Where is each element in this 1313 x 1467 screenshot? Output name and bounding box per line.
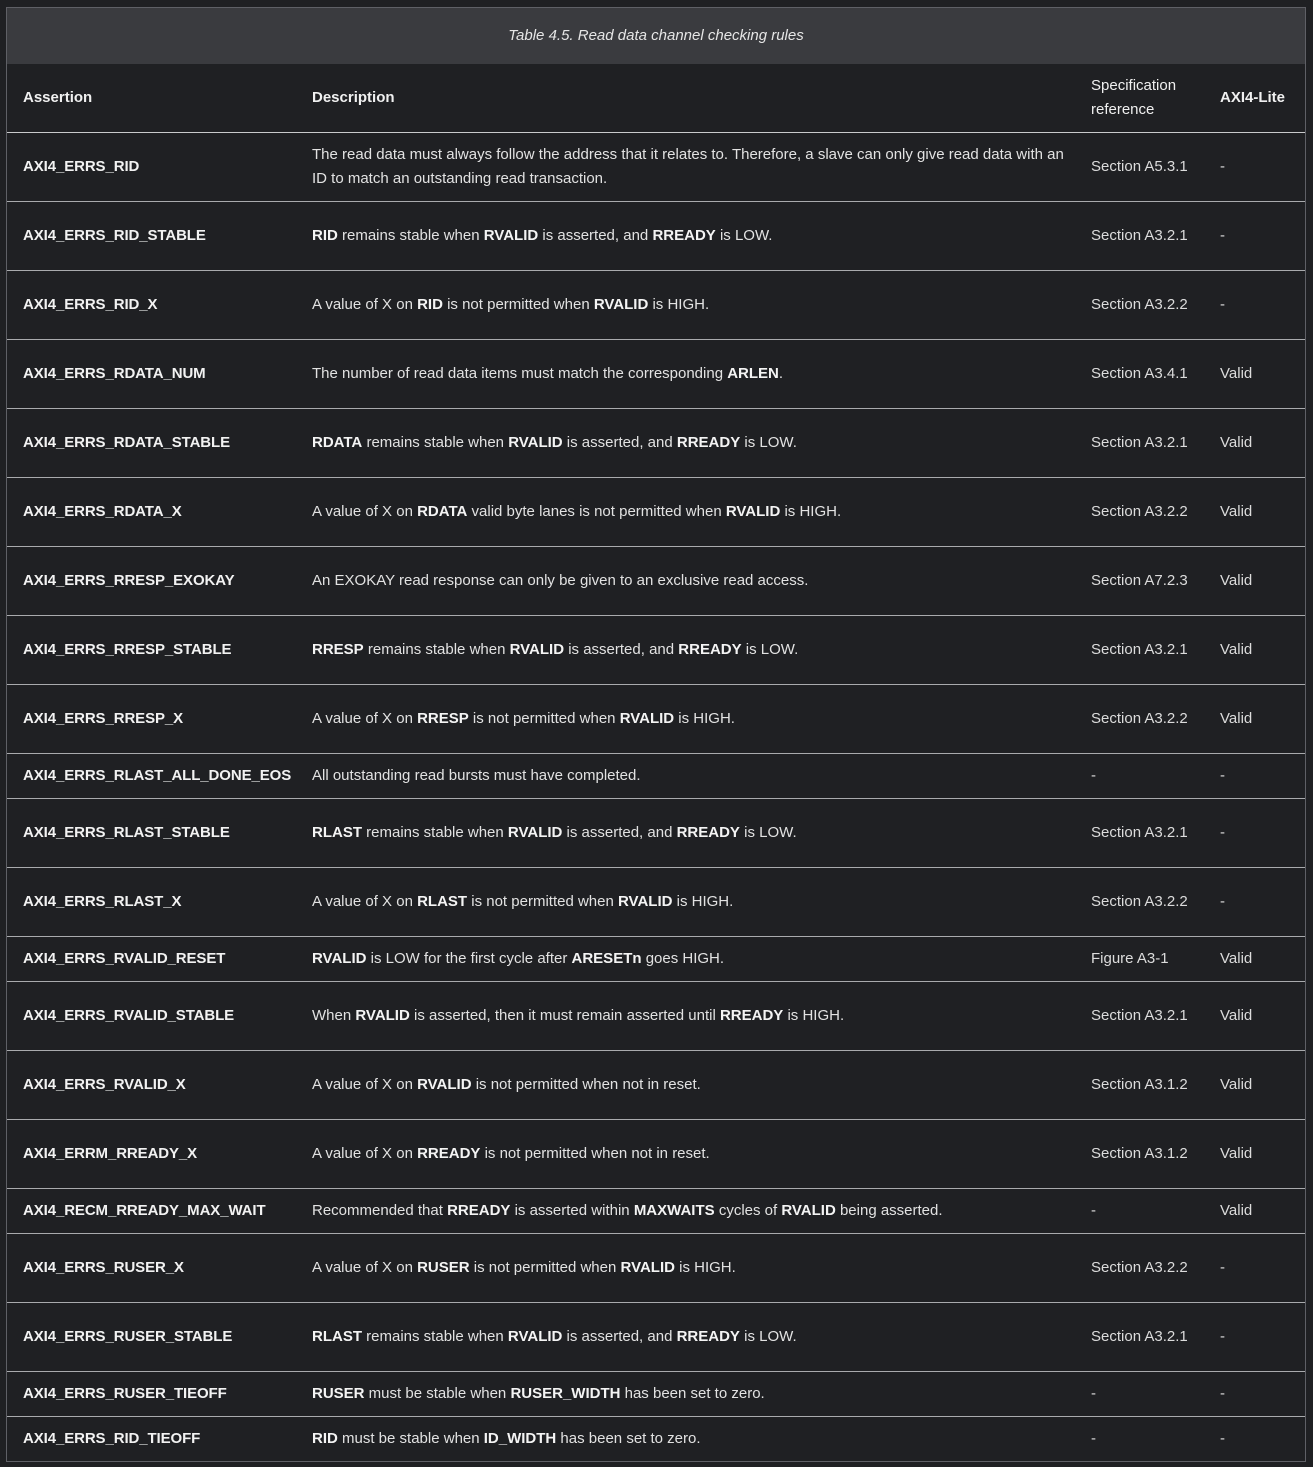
description-cell [296,685,1085,754]
spec-reference-cell: Section A3.2.1 [1085,799,1214,868]
signal-name: RDATA [312,434,363,451]
description-text: A value of X on [312,1259,418,1276]
description-text: remains stable when [362,1328,508,1345]
description-text: is not permitted when [442,296,594,313]
description-text: must be stable when [337,1430,484,1447]
signal-name: RREADY [676,824,740,841]
description-text: remains stable when [337,227,484,244]
description-text: is not permitted when [468,710,620,727]
description-cell [296,1189,1085,1234]
description-text: is not permitted when not in reset. [480,1145,710,1162]
table-row [7,1417,1305,1462]
signal-name: ARLEN [727,365,779,382]
description-text: . [778,365,784,382]
signal-name: RRESP [312,641,364,658]
description-text: is asserted, then it must remain asserted until [409,1007,720,1024]
table-row [7,202,1305,271]
signal-name: ARESETn [571,950,642,967]
signal-name: ID_WIDTH [483,1430,557,1447]
signal-name: RVALID [618,893,673,910]
description-text: being asserted. [835,1202,943,1219]
spec-reference-cell: Section A3.2.1 [1085,982,1214,1051]
table-row [7,1303,1305,1372]
signal-name: RVALID [312,950,367,967]
description-text: is not permitted when [469,1259,621,1276]
description-text: remains stable when [362,434,509,451]
assertion-cell: AXI4_ERRS_RID_X [7,271,296,340]
signal-name: RDATA [417,503,468,520]
description-cell [296,478,1085,547]
assertion-cell: AXI4_ERRS_RLAST_X [7,868,296,937]
spec-reference-cell: - [1085,1372,1214,1417]
spec-reference-cell: Section A3.1.2 [1085,1120,1214,1189]
assertion-cell: AXI4_ERRS_RRESP_X [7,685,296,754]
description-text: is LOW. [741,641,799,658]
axi4-lite-cell: Valid [1214,982,1305,1051]
assertion-cell: AXI4_ERRS_RUSER_TIEOFF [7,1372,296,1417]
axi4-lite-cell: Valid [1214,937,1305,982]
signal-name: RUSER_WIDTH [510,1385,621,1402]
assertion-cell: AXI4_ERRS_RDATA_X [7,478,296,547]
table-row [7,616,1305,685]
axi4-lite-cell: - [1214,202,1305,271]
table-row [7,1372,1305,1417]
description-cell [296,868,1085,937]
assertion-cell: AXI4_ERRS_RID [7,133,296,202]
axi4-lite-cell: Valid [1214,478,1305,547]
signal-name: RRESP [417,710,469,727]
description-text: is LOW. [715,227,773,244]
table-row [7,982,1305,1051]
description-text: A value of X on [312,503,418,520]
axi4-lite-cell: Valid [1214,1120,1305,1189]
description-text: is HIGH. [783,1007,845,1024]
signal-name: RREADY [719,1007,784,1024]
table-row [7,409,1305,478]
table-row [7,685,1305,754]
description-text: remains stable when [362,824,508,841]
description-text: is LOW. [739,824,797,841]
description-cell [296,202,1085,271]
table-row [7,340,1305,409]
table-row [7,799,1305,868]
signal-name: RID [312,227,338,244]
spec-reference-cell: Section A3.2.2 [1085,868,1214,937]
spec-reference-cell: - [1085,754,1214,799]
assertion-cell: AXI4_ERRS_RRESP_EXOKAY [7,547,296,616]
signal-name: MAXWAITS [633,1202,715,1219]
table-caption: Table 4.5. Read data channel checking rules [7,8,1305,64]
assertion-cell: AXI4_RECM_RREADY_MAX_WAIT [7,1189,296,1234]
description-text: is asserted, and [538,227,653,244]
axi4-lite-cell: - [1220,1430,1225,1447]
signal-name: RLAST [312,824,362,841]
signal-name: RREADY [678,641,742,658]
assertion-cell: AXI4_ERRS_RUSER_X [7,1234,296,1303]
signal-name: RLAST [312,1328,362,1345]
axi4-lite-cell: Valid [1214,616,1305,685]
axi4-lite-cell: - [1214,271,1305,340]
signal-name: RVALID [509,641,565,658]
signal-name: RREADY [652,227,716,244]
description-cell [296,271,1085,340]
signal-name: RVALID [507,1328,563,1345]
description-text: Recommended that [312,1202,448,1219]
table-row [7,754,1305,799]
table-row [7,547,1305,616]
description-text: A value of X on [312,710,418,727]
signal-name: RVALID [781,1202,836,1219]
assertion-cell: AXI4_ERRS_RLAST_STABLE [7,799,296,868]
table-row [7,868,1305,937]
description-text: valid byte lanes is not permitted when [467,503,726,520]
description-text: must be stable when [364,1385,511,1402]
signal-name: RREADY [676,1328,740,1345]
description-cell [296,1303,1085,1372]
signal-name: RVALID [620,1259,675,1276]
axi4-lite-cell: - [1214,799,1305,868]
description-text: is LOW. [739,1328,797,1345]
spec-reference-cell: Section A3.1.2 [1085,1051,1214,1120]
axi4-lite-cell: Valid [1214,409,1305,478]
description-cell [296,799,1085,868]
assertion-cell: AXI4_ERRS_RRESP_STABLE [7,616,296,685]
header-row [7,64,1305,133]
description-cell [296,547,1085,616]
description-text: When [312,1007,356,1024]
assertion-cell: AXI4_ERRS_RDATA_STABLE [7,409,296,478]
signal-name: RID [312,1430,338,1447]
description-cell [296,1417,1085,1462]
description-text: is asserted, and [562,824,677,841]
header-axi4-lite: AXI4-Lite [1214,64,1305,133]
signal-name: RVALID [417,1076,472,1093]
description-text: A value of X on [312,1145,418,1162]
signal-name: RUSER [312,1385,365,1402]
signal-name: RVALID [507,824,563,841]
spec-reference-cell: Section A3.2.1 [1085,1303,1214,1372]
header-spec-reference: Specification reference [1085,64,1214,133]
header-assertion: Assertion [7,64,296,133]
description-text: is not permitted when not in reset. [471,1076,701,1093]
description-text: is asserted, and [562,1328,677,1345]
assertion-cell: AXI4_ERRS_RID_STABLE [7,202,296,271]
description-text: is HIGH. [780,503,842,520]
spec-reference-cell: Section A5.3.1 [1085,133,1214,202]
description-cell [296,340,1085,409]
description-text: is LOW for the first cycle after [366,950,572,967]
description-cell [296,133,1085,202]
description-cell [296,1372,1085,1417]
description-text: All outstanding read bursts must have completed. [312,767,641,784]
description-cell [296,1120,1085,1189]
description-text: goes HIGH. [641,950,725,967]
assertion-cell: AXI4_ERRS_RDATA_NUM [7,340,296,409]
axi4-lite-cell: Valid [1214,547,1305,616]
description-cell [296,1234,1085,1303]
signal-name: RVALID [619,710,675,727]
signal-name: RUSER [417,1259,470,1276]
description-text: is asserted, and [562,434,677,451]
axi4-lite-cell: Valid [1214,340,1305,409]
axi4-lite-cell: Valid [1214,1189,1305,1234]
description-cell [296,937,1085,982]
assertion-cell: AXI4_ERRS_RVALID_X [7,1051,296,1120]
spec-reference-cell: Section A3.2.2 [1085,1234,1214,1303]
header-description: Description [296,64,1085,133]
axi4-lite-cell: - [1214,1303,1305,1372]
description-text: is not permitted when [467,893,618,910]
table-row [7,133,1305,202]
spec-reference-cell: Section A3.2.2 [1085,685,1214,754]
description-text: A value of X on [312,1076,418,1093]
description-text: is HIGH. [674,1259,736,1276]
table-row [7,1120,1305,1189]
assertion-cell: AXI4_ERRS_RVALID_STABLE [7,982,296,1051]
assertion-cell: AXI4_ERRM_RREADY_X [7,1120,296,1189]
description-text: The number of read data items must match the corresponding [312,365,728,382]
axi4-lite-cell: Valid [1214,685,1305,754]
spec-reference-cell: - [1085,1189,1214,1234]
assertion-cell: AXI4_ERRS_RVALID_RESET [7,937,296,982]
axi4-lite-cell: Valid [1214,1051,1305,1120]
description-cell [296,982,1085,1051]
spec-reference-cell: Section A3.4.1 [1085,340,1214,409]
description-text: A value of X on [312,893,418,910]
description-cell [296,754,1085,799]
description-text: is LOW. [740,434,797,451]
description-text: has been set to zero. [556,1430,701,1447]
assertion-cell: AXI4_ERRS_RUSER_STABLE [7,1303,296,1372]
description-cell [296,409,1085,478]
table-row [7,1234,1305,1303]
axi4-lite-cell: - [1214,133,1305,202]
checking-rules-table [6,7,1306,1462]
signal-name: RREADY [676,434,741,451]
description-text: remains stable when [363,641,510,658]
signal-name: RVALID [355,1007,410,1024]
table-row [7,937,1305,982]
description-text: cycles of [714,1202,782,1219]
description-text: has been set to zero. [620,1385,765,1402]
description-cell [296,1051,1085,1120]
table-body [7,133,1305,1462]
spec-reference-cell: Section A3.2.1 [1085,409,1214,478]
signal-name: RID [417,296,443,313]
spec-reference-cell: - [1091,1430,1096,1447]
description-text: is HIGH. [648,296,710,313]
spec-reference-cell: Section A7.2.3 [1085,547,1214,616]
description-cell [296,616,1085,685]
description-text: is HIGH. [674,710,735,727]
spec-reference-cell: Section A3.2.1 [1085,202,1214,271]
signal-name: RVALID [725,503,781,520]
rules-table [7,64,1305,1461]
axi4-lite-cell: - [1214,754,1305,799]
description-text: is asserted within [510,1202,634,1219]
axi4-lite-cell: - [1214,868,1305,937]
table-row [7,1051,1305,1120]
description-text: An EXOKAY read response can only be given to an exclusive read access. [312,572,809,589]
spec-reference-cell: Section A3.2.2 [1085,271,1214,340]
signal-name: RVALID [593,296,649,313]
table-row [7,1189,1305,1234]
signal-name: RVALID [483,227,539,244]
assertion-cell: AXI4_ERRS_RLAST_ALL_DONE_EOS [7,754,296,799]
signal-name: RREADY [417,1145,481,1162]
description-text: A value of X on [312,296,418,313]
spec-reference-cell: Section A3.2.2 [1085,478,1214,547]
signal-name: RREADY [447,1202,511,1219]
axi4-lite-cell: - [1214,1234,1305,1303]
assertion-cell: AXI4_ERRS_RID_TIEOFF [23,1430,201,1447]
description-text: The read data must always follow the address that it relates to. Therefore, a slave can only give read data with an ID to match an outstanding read transaction. [312,146,1064,187]
table-row [7,271,1305,340]
signal-name: RVALID [508,434,563,451]
signal-name: RLAST [417,893,468,910]
axi4-lite-cell: - [1214,1372,1305,1417]
spec-reference-cell: Figure A3-1 [1085,937,1214,982]
description-text: is HIGH. [672,893,734,910]
table-row [7,478,1305,547]
spec-reference-cell: Section A3.2.1 [1085,616,1214,685]
description-text: is asserted, and [564,641,679,658]
